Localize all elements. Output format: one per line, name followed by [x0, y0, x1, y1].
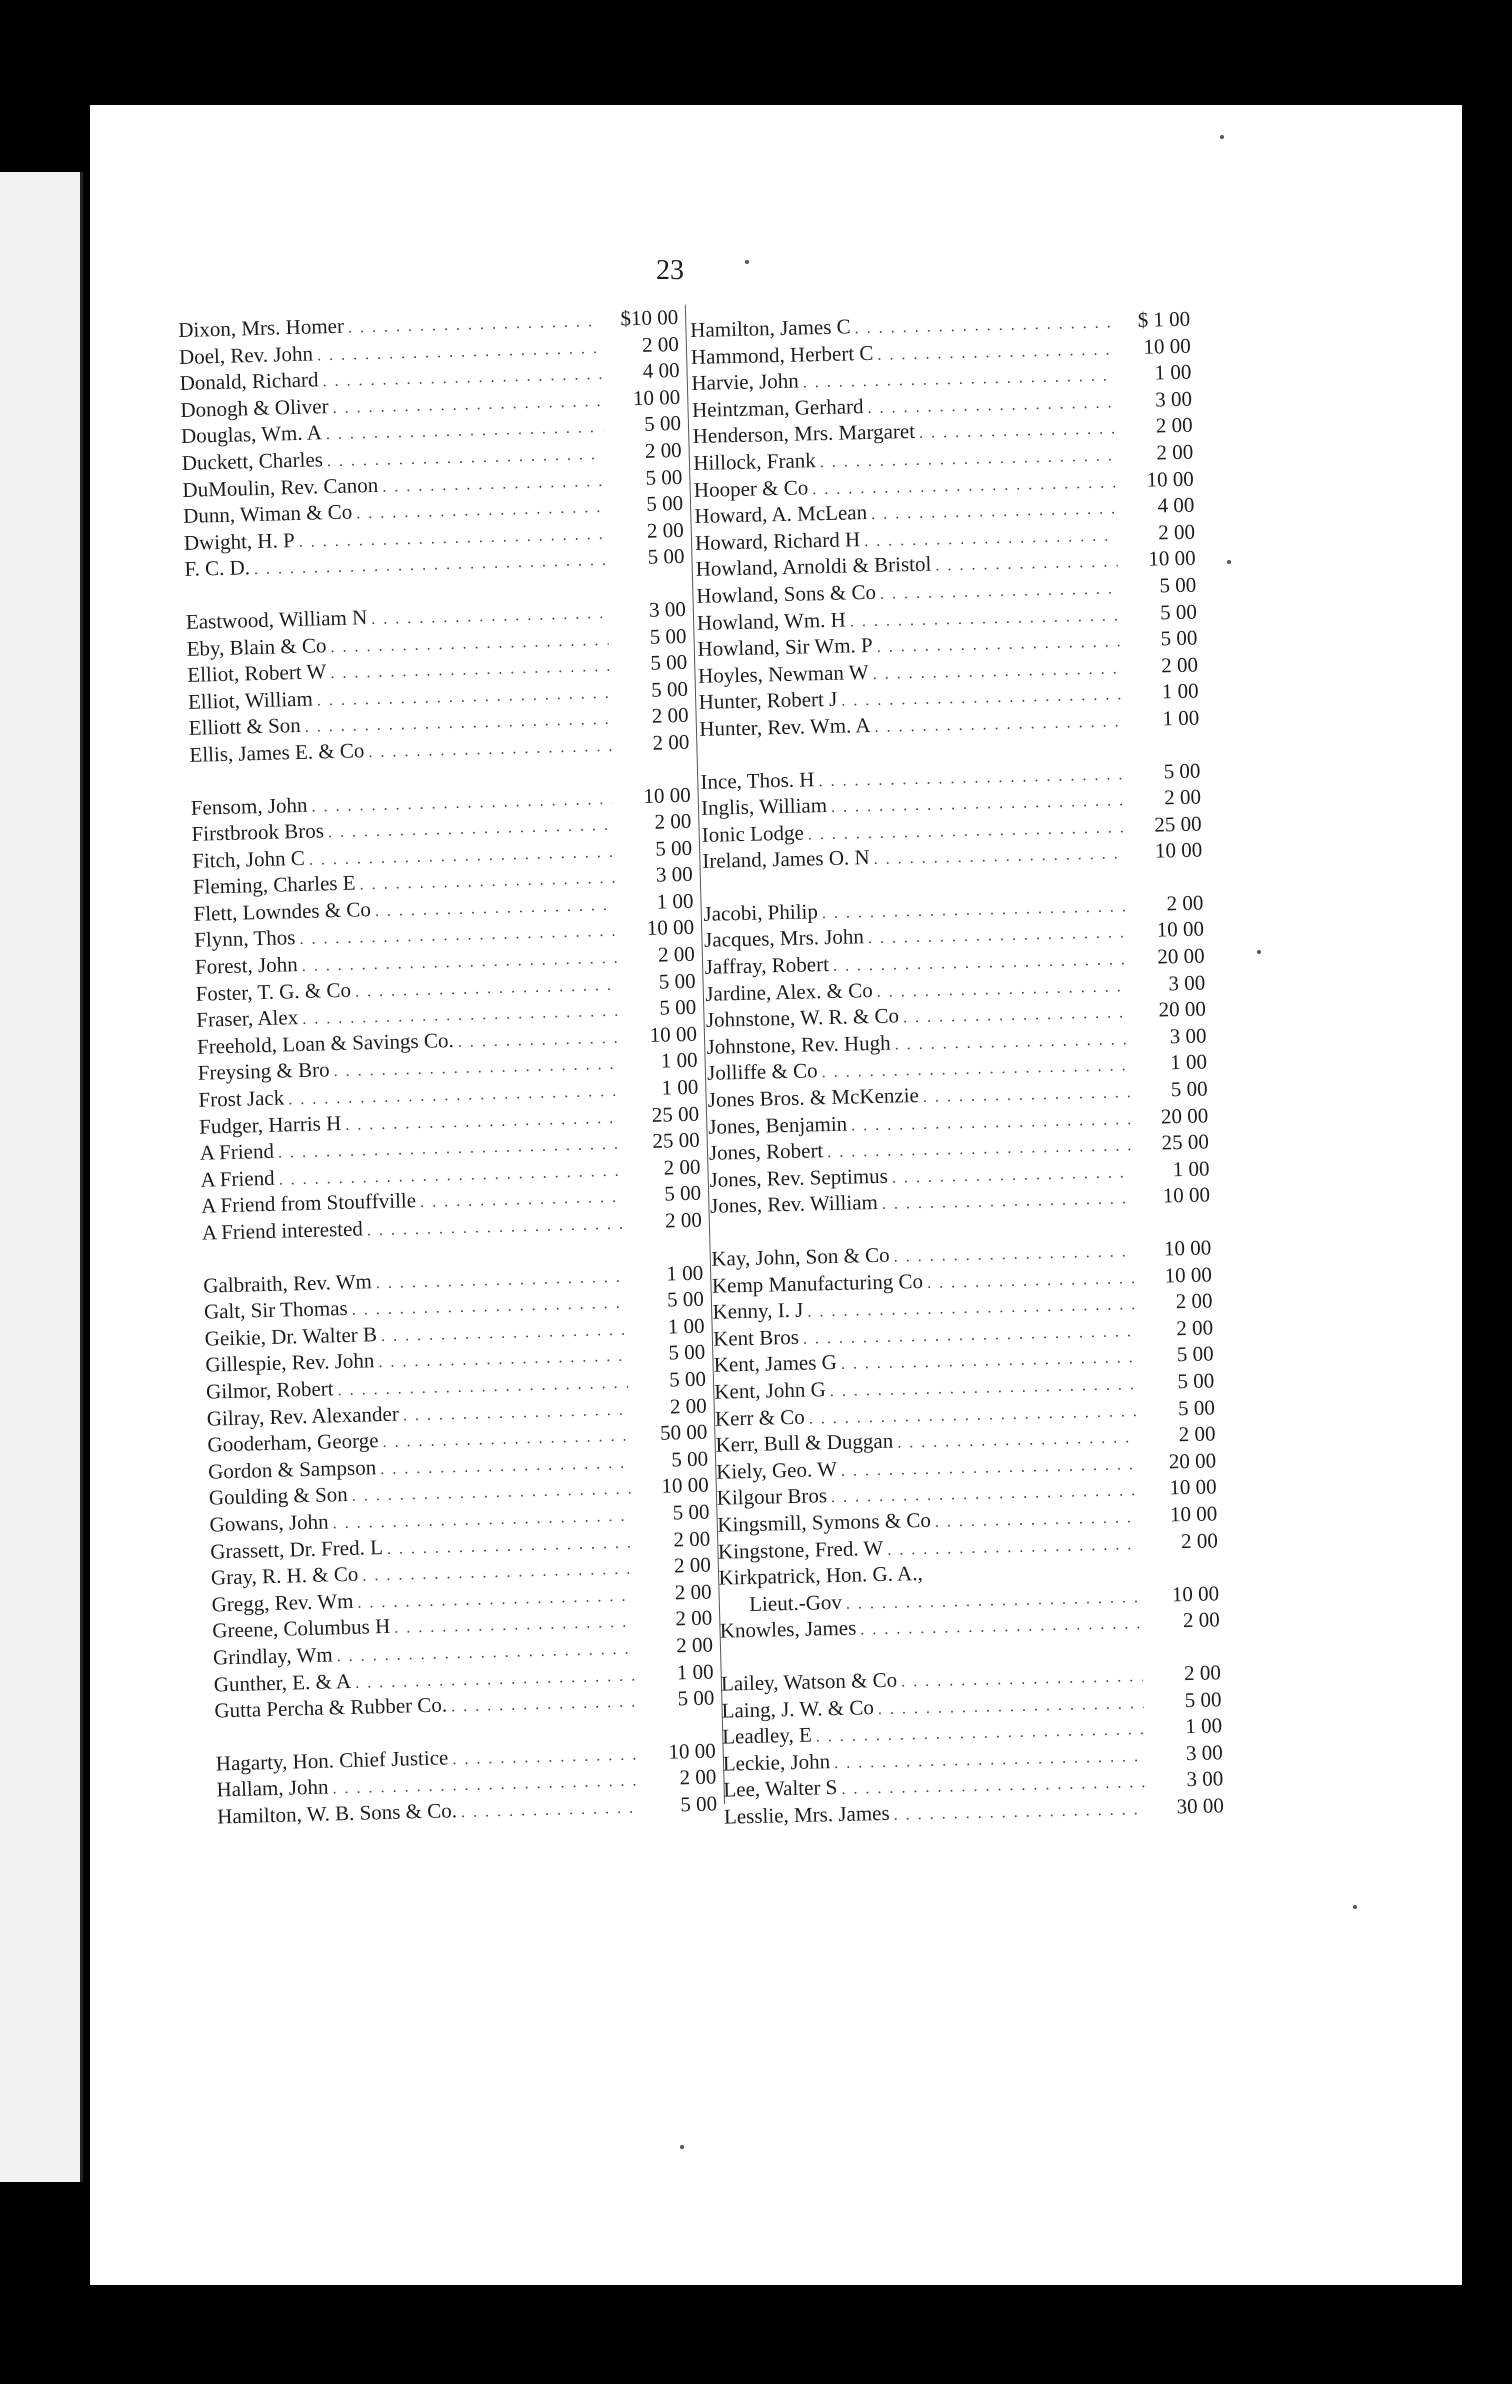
- donation-amount: 2 00: [1180, 1527, 1219, 1553]
- dot-leader: [874, 846, 1125, 870]
- donation-amount: 5 00: [670, 1446, 709, 1472]
- subscriber-name: Leadley, E: [721, 1722, 813, 1749]
- dot-leader: [403, 1401, 629, 1425]
- subscriber-name: Kingsmill, Symons & Co: [717, 1507, 932, 1537]
- subscriber-name: Kirkpatrick, Hon. G. A.,: [718, 1561, 923, 1590]
- dot-leader: [897, 1429, 1138, 1452]
- subscriber-name: Geikie, Dr. Walter B: [204, 1321, 378, 1351]
- page-number: 23: [656, 255, 684, 286]
- dot-leader: [935, 1509, 1140, 1532]
- subscriber-name: Elliot, Robert W: [187, 659, 327, 687]
- subscriber-name: A Friend: [200, 1165, 275, 1192]
- subscriber-name: Harvie, John: [691, 368, 800, 396]
- dot-leader: [457, 1030, 619, 1052]
- donation-amount: 2 00: [1166, 890, 1204, 916]
- donation-amount: 2 00: [1156, 439, 1194, 465]
- subscriber-name: Gordon & Sampson: [207, 1454, 377, 1484]
- donation-amount: 3 00: [648, 596, 687, 622]
- subscriber-name: Howard, A. McLean: [694, 500, 868, 529]
- donation-amount: 5 00: [666, 1286, 705, 1312]
- donation-amount: 5 00: [645, 464, 683, 490]
- donation-amount: 5 00: [645, 491, 684, 516]
- donation-amount: 1 00: [1169, 1049, 1208, 1075]
- subscriber-name: Greene, Columbus H: [212, 1614, 391, 1643]
- donation-amount: 5 00: [659, 994, 697, 1020]
- subscriber-name: Hammond, Herbert C: [690, 340, 874, 369]
- donation-amount: 1 00: [1162, 705, 1200, 731]
- subscriber-name: Lailey, Watson & Co: [720, 1667, 898, 1696]
- donation-amount: 20 00: [1157, 943, 1205, 969]
- donation-amount: 3 00: [1186, 1766, 1224, 1792]
- paper-speck: [1353, 1905, 1357, 1909]
- subscriber-name: Inglis, William: [700, 793, 828, 820]
- donation-amount: 5 00: [654, 835, 693, 861]
- donation-amount: 5 00: [1170, 1076, 1208, 1102]
- dot-leader: [894, 1031, 1128, 1054]
- donation-amount: 3 00: [1169, 1023, 1207, 1049]
- donation-amount: 5 00: [1184, 1686, 1222, 1712]
- donation-amount: 20 00: [1168, 1448, 1217, 1474]
- donation-amount: 1 00: [1185, 1713, 1223, 1739]
- subscriber-name: Lee, Walter S: [723, 1775, 838, 1802]
- subscriber-name: Hamilton, James C: [690, 314, 851, 342]
- dot-leader: [367, 1216, 624, 1241]
- donation-amount: 5 00: [668, 1366, 707, 1392]
- paper-speck: [1227, 560, 1231, 564]
- dot-leader: [893, 1801, 1146, 1825]
- subscriber-name: Lesslie, Mrs. James: [723, 1800, 890, 1829]
- subscriber-name: Kilgour Bros: [716, 1483, 828, 1511]
- donation-amount: 2 00: [1155, 413, 1193, 438]
- donation-amount: 2 00: [652, 729, 690, 755]
- subscriber-name: Howland, Sons & Co: [696, 579, 877, 608]
- subscriber-name: Kiely, Geo. W: [715, 1456, 838, 1484]
- subscriber-name: Douglas, Wm. A: [180, 420, 323, 449]
- subscriber-name: Ellis, James E. & Co: [189, 738, 365, 767]
- subscriber-name: Lieut.-Gov: [748, 1589, 843, 1616]
- donation-amount: 2 00: [679, 1764, 717, 1790]
- dot-leader: [254, 552, 607, 579]
- donation-amount: 50 00: [659, 1419, 708, 1445]
- donation-amount: $ 1 00: [1137, 306, 1191, 332]
- subscriber-name: Eby, Blain & Co: [186, 632, 327, 661]
- donation-amount: 30 00: [1176, 1793, 1225, 1819]
- subscriber-name: A Friend from Stouffville: [200, 1188, 417, 1219]
- donation-amount: 2 00: [674, 1579, 712, 1605]
- subscriber-name: Gooderham, George: [207, 1428, 379, 1457]
- dot-leader: [893, 1243, 1133, 1266]
- donation-amount: 2 00: [1175, 1288, 1213, 1314]
- donation-amount: 3 00: [1154, 386, 1193, 412]
- dot-leader: [868, 925, 1127, 949]
- subscriber-name: Leckie, John: [722, 1748, 831, 1776]
- subscriber-name: Fitch, John C: [191, 845, 306, 873]
- subscriber-name: Foster, T. G. & Co: [195, 977, 352, 1006]
- donation-amount: 1 00: [661, 1074, 699, 1100]
- donation-amount: 2 00: [673, 1526, 711, 1551]
- subscriber-name: Hallam, John: [216, 1774, 329, 1802]
- donation-amount: 5 00: [649, 623, 687, 649]
- donation-amount: 3 00: [1168, 970, 1206, 995]
- paper-speck: [1257, 950, 1261, 954]
- subscriber-name: Fensom, John: [190, 792, 308, 820]
- dot-leader: [451, 1694, 637, 1717]
- subscriber-name: Howland, Sir Wm. P: [697, 633, 873, 662]
- subscriber-name: Kemp Manufacturing Co: [711, 1268, 924, 1298]
- donation-amount: 2 00: [641, 331, 680, 357]
- donation-amount: 10 00: [1164, 1262, 1213, 1288]
- donation-amount: 1 00: [1154, 359, 1192, 385]
- dot-leader: [901, 1668, 1143, 1691]
- donation-amount: 1 00: [660, 1048, 698, 1074]
- donation-amount: 1 00: [1161, 678, 1199, 704]
- donation-amount: 20 00: [1160, 1103, 1209, 1129]
- donation-amount: 25 00: [1161, 1129, 1210, 1155]
- donation-amount: 1 00: [1172, 1156, 1210, 1182]
- donation-amount: 3 00: [655, 862, 694, 887]
- subscriber-name: Jaffray, Robert: [704, 952, 830, 979]
- donation-amount: 10 00: [649, 1021, 698, 1047]
- donation-amount: 2 00: [654, 808, 692, 834]
- donation-amount: 2 00: [1163, 784, 1202, 810]
- dot-leader: [880, 580, 1119, 603]
- subscriber-name: Gillespie, Rev. John: [205, 1348, 375, 1378]
- entry-section: [178, 305, 685, 584]
- subscriber-name: Gilmor, Robert: [205, 1376, 334, 1404]
- entry-section: [190, 782, 702, 1247]
- entry-section: [711, 1235, 1220, 1645]
- dot-leader: [887, 1536, 1140, 1560]
- subscriber-name: Kingstone, Fred. W: [717, 1535, 884, 1564]
- subscriber-name: Duckett, Charles: [181, 447, 324, 475]
- dot-leader: [860, 1615, 1142, 1639]
- subscriber-name: Gunther, E. & A: [213, 1668, 352, 1697]
- subscriber-name: Kay, John, Son & Co: [711, 1242, 890, 1271]
- subscriber-name: Fraser, Alex: [196, 1005, 299, 1033]
- subscriber-name: Hagarty, Hon. Chief Justice: [215, 1745, 449, 1776]
- donation-amount: 4 00: [1157, 492, 1195, 518]
- donation-amount: 2 00: [1183, 1660, 1222, 1686]
- dot-leader: [420, 1189, 624, 1212]
- donation-amount: 2 00: [1157, 519, 1196, 545]
- donation-amount: 2 00: [1160, 652, 1199, 678]
- donation-amount: 10 00: [1163, 1235, 1212, 1261]
- donation-amount: 25 00: [652, 1127, 701, 1154]
- donation-amount: 5 00: [650, 649, 688, 675]
- subscriber-name: Eastwood, William N: [185, 605, 368, 634]
- subscriber-name: Howland, Arnoldi & Bristol: [695, 551, 932, 582]
- donation-amount: 10 00: [1148, 545, 1196, 572]
- subscriber-name: Jones Bros. & McKenzie: [707, 1083, 920, 1112]
- entry-section: [203, 1260, 715, 1725]
- donation-amount: 10 00: [1171, 1581, 1220, 1607]
- donation-amount: 2 00: [675, 1605, 713, 1631]
- donation-amount: 20 00: [1158, 996, 1207, 1022]
- donation-amount: 5 00: [647, 544, 685, 570]
- subscriber-name: Johnstone, Rev. Hugh: [706, 1030, 891, 1059]
- subscriber-name: Henderson, Mrs. Margaret: [692, 419, 916, 449]
- subscriber-name: Hooper & Co: [693, 474, 809, 502]
- dot-leader: [923, 1084, 1130, 1107]
- donation-amount: 2 00: [644, 437, 682, 463]
- subscriber-name: Johnstone, W. R. & Co: [705, 1003, 900, 1033]
- donation-amount: 1 00: [656, 888, 694, 914]
- dot-leader: [461, 1799, 640, 1822]
- subscriber-name: Frost Jack: [198, 1085, 285, 1112]
- subscriber-name: Galt, Sir Thomas: [203, 1296, 348, 1324]
- dot-leader: [871, 501, 1117, 525]
- right-column: [690, 307, 1225, 1857]
- donation-amount: 2 00: [646, 517, 685, 543]
- subscriber-name: Dwight, H. P: [183, 527, 296, 555]
- donation-amount: 5 00: [1177, 1394, 1216, 1420]
- donation-amount: 2 00: [651, 703, 689, 729]
- facing-page-edge: [0, 172, 83, 2182]
- donation-amount: 2 00: [673, 1552, 712, 1578]
- donation-amount: $10 00: [620, 304, 679, 331]
- subscriber-name: Elliot, William: [187, 686, 314, 714]
- subscriber-name: Heintzman, Gerhard: [691, 393, 864, 422]
- dot-leader: [882, 1191, 1133, 1215]
- dot-leader: [877, 341, 1113, 364]
- donation-amount: 5 00: [1177, 1368, 1215, 1394]
- entry-section: [690, 307, 1200, 744]
- subscriber-name: Hunter, Rev. Wm. A: [699, 712, 871, 741]
- donation-amount: 5 00: [1160, 625, 1198, 651]
- subscriber-name: Jones, Rev. Septimus: [709, 1163, 889, 1192]
- subscriber-name: Fudger, Harris H: [198, 1110, 342, 1139]
- subscriber-name: Jardine, Alex. & Co: [705, 977, 873, 1006]
- subscriber-name: Flynn, Thos: [193, 925, 296, 953]
- dot-leader: [368, 738, 611, 762]
- donation-amount: 2 00: [663, 1154, 701, 1180]
- entry-section: [700, 758, 1202, 876]
- subscriber-name: Galbraith, Rev. Wm: [203, 1268, 373, 1298]
- dot-leader: [878, 1695, 1144, 1719]
- donation-amount: 3 00: [1185, 1739, 1223, 1765]
- subscriber-name: Knowles, James: [719, 1615, 857, 1643]
- entry-section: [216, 1738, 718, 1831]
- paper-speck: [680, 2145, 684, 2149]
- dot-leader: [919, 421, 1115, 443]
- subscriber-name: Kent Bros: [712, 1324, 800, 1351]
- entry-section: [186, 597, 690, 770]
- donation-amount: 2 00: [657, 941, 696, 967]
- subscriber-name: Jones, Benjamin: [708, 1111, 848, 1139]
- donation-amount: 5 00: [1159, 572, 1197, 598]
- subscriber-name: DuMoulin, Rev. Canon: [182, 472, 379, 502]
- donation-amount: 2 00: [664, 1207, 703, 1233]
- subscriber-name: Gregg, Rev. Wm: [211, 1588, 354, 1617]
- subscriber-name: Freysing & Bro: [197, 1057, 330, 1086]
- donation-amount: 10 00: [1169, 1501, 1218, 1527]
- subscriber-name: Doel, Rev. John: [178, 341, 314, 369]
- donation-amount: 5 00: [664, 1181, 702, 1206]
- subscriber-name: Kent, John G: [714, 1377, 827, 1404]
- subscriber-name: Kerr, Bull & Duggan: [715, 1428, 894, 1457]
- subscriber-name: Ince, Thos. H: [700, 766, 815, 794]
- donation-amount: 2 00: [669, 1393, 707, 1419]
- donation-amount: 10 00: [1156, 916, 1205, 943]
- subscriber-name: Hillock, Frank: [693, 448, 817, 475]
- subscriber-name: Dixon, Mrs. Homer: [178, 313, 345, 342]
- donation-amount: 2 00: [1182, 1607, 1220, 1633]
- dot-leader: [872, 660, 1120, 684]
- subscriber-name: Freehold, Loan & Savings Co.: [196, 1027, 454, 1059]
- subscriber-name: Jones, Robert: [708, 1138, 824, 1166]
- dot-leader: [850, 607, 1119, 631]
- subscriber-name: Laing, J. W. & Co: [721, 1694, 875, 1723]
- subscriber-name: Jacobi, Philip: [703, 899, 819, 926]
- subscriber-name: Grindlay, Wm: [212, 1642, 333, 1670]
- donation-amount: 10 00: [1162, 1182, 1211, 1208]
- subscriber-name: Kerr & Co: [714, 1404, 806, 1431]
- dot-leader: [903, 1004, 1128, 1027]
- donation-amount: 5 00: [643, 411, 682, 437]
- subscriber-name: Jacques, Mrs. John: [703, 924, 865, 953]
- dot-leader: [867, 394, 1114, 418]
- dot-leader: [927, 1270, 1134, 1293]
- subscriber-name: Gilray, Rev. Alexander: [206, 1401, 400, 1431]
- subscriber-name: Jones, Rev. William: [709, 1190, 879, 1219]
- donation-amount: 10 00: [1154, 837, 1203, 863]
- paper-speck: [1220, 135, 1224, 139]
- subscriber-name: Forest, John: [194, 952, 298, 979]
- subscriber-name: Gray, R. H. & Co: [210, 1561, 359, 1590]
- subscriber-name: Howard, Richard H: [694, 526, 861, 555]
- subscriber-name: Jolliffe & Co: [706, 1058, 818, 1086]
- subscriber-name: Kent, James G: [713, 1350, 838, 1378]
- donation-amount: 10 00: [1146, 466, 1195, 492]
- subscriber-name: Donogh & Oliver: [180, 393, 329, 422]
- donation-amount: 25 00: [1154, 811, 1202, 837]
- donation-amount: 1 00: [667, 1313, 705, 1339]
- subscriber-name: Donald, Richard: [179, 367, 319, 396]
- donation-amount: [1145, 1573, 1219, 1575]
- donation-amount: 4 00: [642, 358, 680, 384]
- donation-amount: 5 00: [1176, 1341, 1214, 1367]
- subscriber-name: Firstbrook Bros: [191, 818, 325, 846]
- subscriber-name: Howland, Wm. H: [696, 607, 847, 635]
- dot-leader: [864, 527, 1117, 551]
- subscriber-name: Fleming, Charles E: [192, 870, 356, 900]
- donation-amount: 2 00: [675, 1632, 714, 1658]
- dot-leader: [452, 1746, 638, 1769]
- donation-amount: 5 00: [680, 1791, 718, 1817]
- donation-amount: 2 00: [1178, 1421, 1216, 1447]
- subscriber-name: Kenny, I. J: [712, 1297, 804, 1324]
- subscriber-name: Hunter, Robert J: [698, 687, 838, 715]
- donation-amount: 25 00: [651, 1101, 700, 1127]
- donation-amount: 5 00: [672, 1499, 710, 1525]
- donation-amount: 10 00: [1143, 333, 1192, 359]
- dot-leader: [935, 554, 1118, 576]
- donation-amount: 2 00: [1176, 1315, 1214, 1341]
- subscriber-name: Elliott & Son: [188, 713, 302, 741]
- subscriber-name: Goulding & Son: [208, 1482, 349, 1510]
- donation-amount: 5 00: [677, 1685, 715, 1711]
- dot-leader: [855, 314, 1113, 338]
- subscriber-name: Hamilton, W. B. Sons & Co.: [216, 1798, 458, 1829]
- subscriber-name: Ionic Lodge: [701, 820, 805, 847]
- subscriber-name: Flett, Lowndes & Co: [193, 897, 372, 926]
- donation-amount: 5 00: [650, 676, 689, 702]
- donation-amount: 10 00: [668, 1738, 716, 1764]
- donation-amount: 1 00: [676, 1658, 714, 1684]
- dot-leader: [874, 713, 1121, 737]
- dot-leader: [892, 1164, 1132, 1187]
- donation-amount: 1 00: [666, 1260, 704, 1286]
- donation-amount: 5 00: [668, 1339, 706, 1365]
- subscriber-name: Gutta Percha & Rubber Co.: [214, 1692, 448, 1723]
- subscriber-name: Gowans, John: [209, 1509, 329, 1537]
- dot-leader: [382, 472, 605, 496]
- donation-amount: 10 00: [661, 1472, 710, 1499]
- entry-section: [703, 890, 1210, 1220]
- subscriber-name: Ireland, James O. N: [702, 845, 870, 874]
- left-column: [178, 305, 718, 1857]
- donation-amount: 10 00: [1169, 1474, 1217, 1500]
- dot-leader: [877, 633, 1120, 657]
- donation-amount: 5 00: [1163, 758, 1201, 783]
- donation-amount: 5 00: [1159, 599, 1198, 624]
- entry-section: [721, 1660, 1224, 1831]
- subscriber-name: Grassett, Dr. Fred. L: [209, 1534, 384, 1564]
- subscriber-name: Dunn, Wiman & Co: [182, 499, 353, 529]
- donation-amount: 10 00: [646, 915, 695, 941]
- dot-leader: [877, 978, 1128, 1002]
- donation-amount: 10 00: [632, 384, 681, 410]
- subscriber-name: A Friend: [199, 1138, 275, 1165]
- subscriber-name: F. C. D.: [184, 555, 251, 582]
- donation-amount: 5 00: [658, 968, 696, 994]
- subscriber-name: Hoyles, Newman W: [697, 659, 869, 688]
- subscriber-name: A Friend interested: [201, 1216, 364, 1245]
- donation-amount: 10 00: [643, 782, 691, 808]
